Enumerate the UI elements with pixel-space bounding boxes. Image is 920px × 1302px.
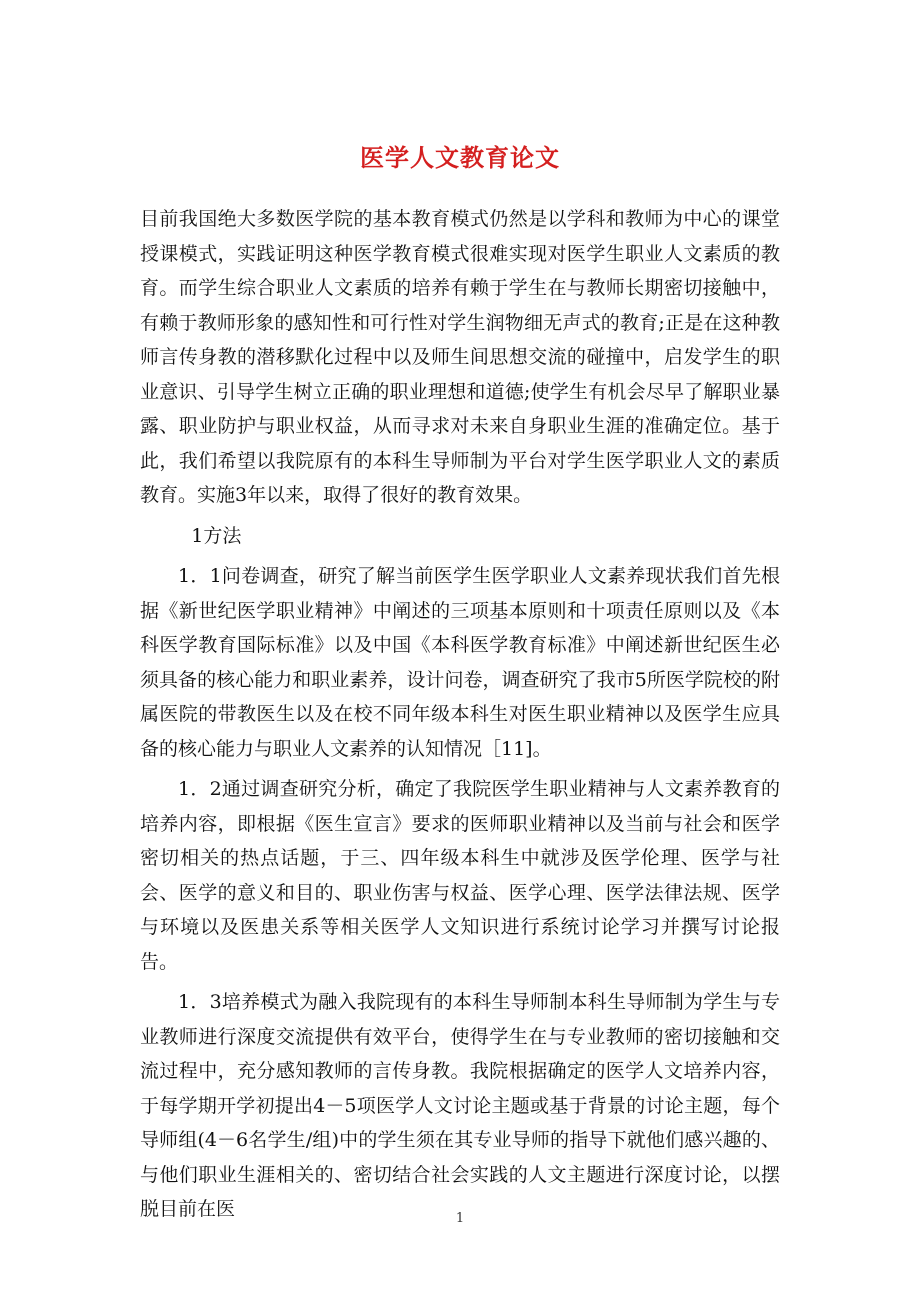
paragraph-1-3: 1．3培养模式为融入我院现有的本科生导师制本科生导师制为学生与专业教师进行深度交流提供有效平台，使得学生在与专业教师的密切接触和交流过程中，充分感知教师的言传身教。我院根据确定的医学人文培养内容，于每学期开学初提出4－5项医学人文讨论主题或基于背景的讨论主题，每个导师组(4－6名学生/组)中的学生须在其专业导师的指导下就他们感兴趣的、与他们职业生涯相关的、密切结合社会实践的人文主题进行深度讨论，以摆脱目前在医 bbox=[140, 991, 780, 1220]
paragraph-1-2: 1．2通过调查研究分析，确定了我院医学生职业精神与人文素养教育的培养内容，即根据《医生宣言》要求的医师职业精神以及当前与社会和医学密切相关的热点话题，于三、四年级本科生中就涉及医学伦理、医学与社会、医学的意义和目的、职业伤害与权益、医学心理、医学法律法规、医学与环境以及医患关系等相关医学人文知识进行系统讨论学习并撰写讨论报告。 bbox=[140, 778, 780, 973]
paragraph-1-1: 1．1问卷调查，研究了解当前医学生医学职业人文素养现状我们首先根据《新世纪医学职业精神》中阐述的三项基本原则和十项责任原则以及《本科医学教育国际标准》以及中国《本科医学教育标准》中阐述新世纪医生必须具备的核心能力和职业素养，设计问卷，调查研究了我市5所医学院校的附属医院的带教医生以及在校不同年级本科生对医生职业精神以及医学生应具备的核心能力与职业人文素养的认知情况［11]。 bbox=[140, 565, 780, 760]
document-body bbox=[140, 202, 780, 1233]
page-number: 1 bbox=[455, 1211, 465, 1226]
page-title: 医学人文教育论文 bbox=[360, 143, 560, 173]
intro-paragraph: 目前我国绝大多数医学院的基本教育模式仍然是以学科和教师为中心的课堂授课模式，实践证明这种医学教育模式很难实现对医学生职业人文素质的教育。而学生综合职业人文素质的培养有赖于学生在与教师长期密切接触中，有赖于教师形象的感知性和可行性对学生润物细无声式的教育;正是在这种教师言传身教的潜移默化过程中以及师生间思想交流的碰撞中，启发学生的职业意识、引导学生树立正确的职业理想和道德;使学生有机会尽早了解职业暴露、职业防护与职业权益，从而寻求对未来自身职业生涯的准确定位。基于此，我们希望以我院原有的本科生导师制为平台对学生医学职业人文的素质教育。实施3年以来，取得了很好的教育效果。 bbox=[140, 208, 780, 506]
section-heading-methods: 1方法 bbox=[191, 524, 242, 547]
